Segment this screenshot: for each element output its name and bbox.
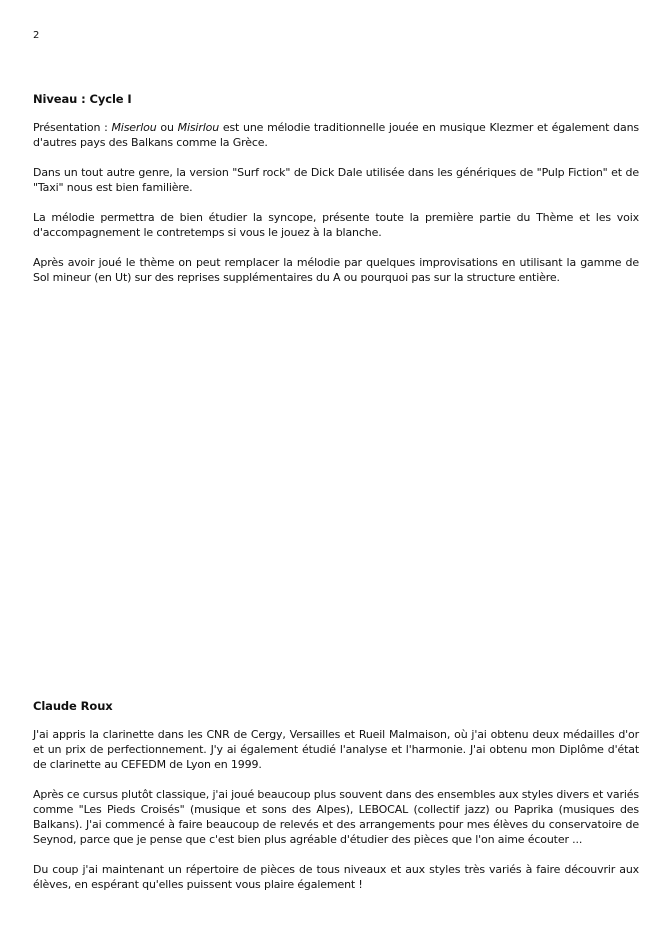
author-bio-paragraph-3: Du coup j'ai maintenant un répertoire de pièces de tous niveaux et aux styles très variés à faire découvrir aux élèves, en espérant qu'elles puissent vous plaire également !: [33, 863, 639, 891]
page-number: 2: [33, 30, 40, 41]
presentation-rest: est une mélodie traditionnelle jouée en musique Klezmer et également dans d'autres pays des Balkans comme la Grèce.: [33, 121, 639, 149]
presentation-paragraph: [33, 120, 639, 150]
author-heading: Claude Roux: [33, 699, 113, 713]
presentation-lead: Présentation :: [33, 121, 112, 134]
title-miserlou: Miserlou: [111, 121, 157, 134]
presentation-conj: ou: [156, 121, 178, 134]
title-misirlou: Misirlou: [177, 121, 220, 134]
level-heading: Niveau : Cycle I: [33, 92, 132, 106]
intro-section: [33, 92, 639, 300]
improvisation-paragraph: Après avoir joué le thème on peut remplacer la mélodie par quelques improvisations en utilisant la gamme de Sol mineur (en Ut) sur des reprises supplémentaires du A ou pourquoi pas sur la structure entière.: [33, 256, 639, 284]
surf-rock-paragraph: Dans un tout autre genre, la version "Surf rock" de Dick Dale utilisée dans les génériques de "Pulp Fiction" et de "Taxi" nous est bien familière.: [33, 166, 639, 194]
author-bio-paragraph-2: Après ce cursus plutôt classique, j'ai joué beaucoup plus souvent dans des ensembles aux styles divers et variés comme "Les Pieds Croisés" (musique et sons des Alpes), LEBOCAL (collectif jazz) ou Paprika (musiques des Balkans). J'ai commencé à faire beaucoup de relevés et des arrangements pour mes élèves du conservatoire de Seynod, parce que je pense que c'est bien plus agréable d'étudier des pièces que l'on aime écouter ...: [33, 788, 639, 846]
author-section: [33, 699, 639, 907]
author-bio-paragraph-1: J'ai appris la clarinette dans les CNR de Cergy, Versailles et Rueil Malmaison, où j'ai obtenu deux médailles d'or et un prix de perfectionnement. J'y ai également étudié l'analyse et l'harmonie. J'ai obtenu mon Diplôme d'état de clarinette au CEFEDM de Lyon en 1999.: [33, 728, 639, 771]
syncope-paragraph: La mélodie permettra de bien étudier la syncope, présente toute la première partie du Thème et les voix d'accompagnement le contretemps si vous le jouez à la blanche.: [33, 211, 639, 239]
